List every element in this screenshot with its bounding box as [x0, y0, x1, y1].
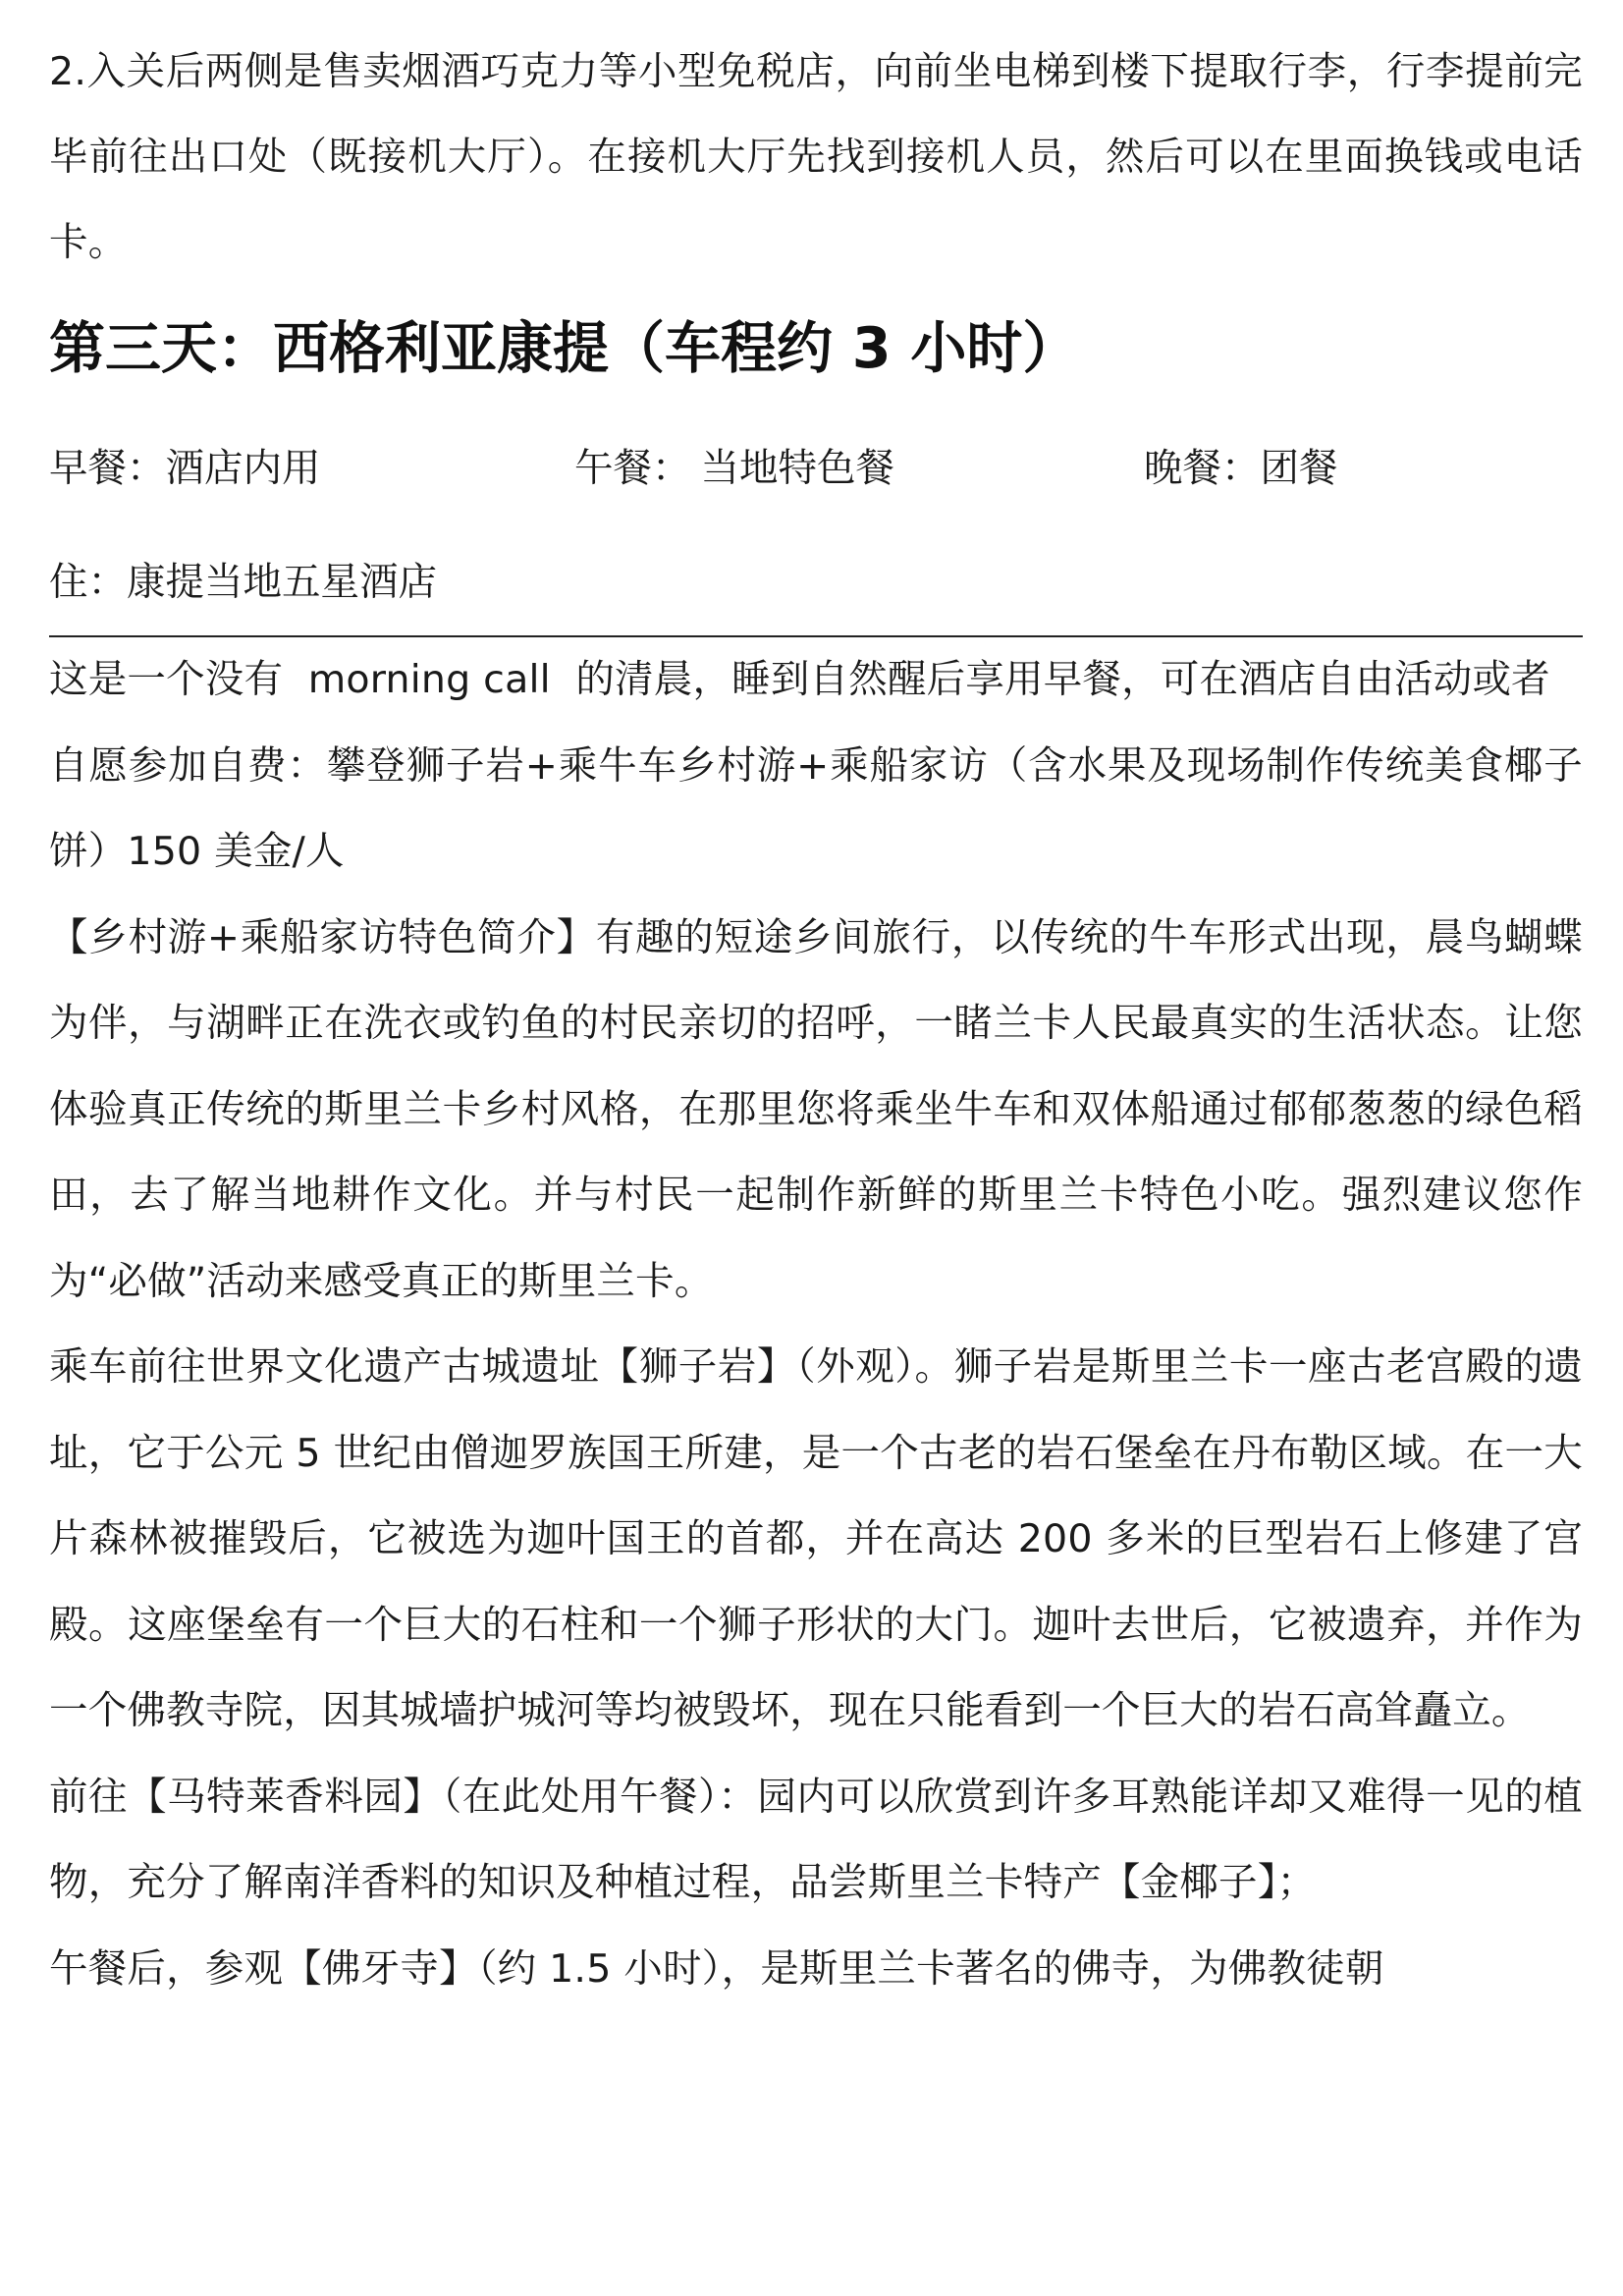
lunch-info	[574, 439, 894, 498]
dinner-value: 团餐	[1260, 446, 1338, 491]
breakfast-value: 酒店内用	[165, 446, 321, 491]
meals-row	[49, 439, 1583, 498]
hotel-label: 住：	[49, 560, 127, 605]
dinner-info	[1144, 439, 1338, 498]
body-paragraph-spice-garden: 前往【马特莱香料园】（在此处用午餐）：园内可以欣赏到许多耳熟能详却又难得一见的植物，充分了解南洋香料的知识及种植过程，品尝斯里兰卡特产【金椰子】；	[49, 1774, 1583, 1905]
hotel-info	[49, 553, 1583, 612]
body-paragraph-optional-tour: 自愿参加自费：攀登狮子岩+乘牛车乡村游+乘船家访（含水果及现场制作传统美食椰子饼）150 美金/人	[49, 742, 1583, 874]
dinner-label: 晚餐：	[1144, 446, 1261, 491]
hotel-value: 康提当地五星酒店	[127, 560, 437, 605]
lunch-value: 当地特色餐	[700, 446, 894, 491]
breakfast-label: 早餐：	[49, 446, 166, 491]
body-paragraph-tooth-temple: 午餐后，参观【佛牙寺】（约 1.5 小时），是斯里兰卡著名的佛寺，为佛教徒朝	[49, 1945, 1384, 1992]
itinerary-body	[49, 637, 1583, 2012]
document-page	[49, 0, 1583, 2012]
day-title: 第三天：西格利亚康提（车程约 3 小时）	[49, 316, 1079, 381]
intro-paragraph: 2.入关后两侧是售卖烟酒巧克力等小型免税店，向前坐电梯到楼下提取行李，行李提前完毕前往出口处（既接机大厅）。在接机大厅先找到接机人员，然后可以在里面换钱或电话卡。	[49, 49, 1583, 265]
body-paragraph-morning: 这是一个没有 morning call 的清晨，睡到自然醒后享用早餐，可在酒店自由活动或者	[49, 657, 1550, 702]
body-paragraph-sigiriya: 乘车前往世界文化遗产古城遗址【狮子岩】（外观）。狮子岩是斯里兰卡一座古老宫殿的遗址，它于公元 5 世纪由僧迦罗族国王所建，是一个古老的岩石堡垒在丹布勒区域。在一大片森林被摧毁后，它被选为迦叶国王的首都，并在高达 200 多米的巨型岩石上修建了宫殿。这座堡垒有一个巨大的石柱和一个狮子形状的大门。迦叶去世后，它被遗弃，并作为一个佛教寺院，因其城墙护城河等均被毁坏，现在只能看到一个巨大的岩石高耸矗立。	[49, 1344, 1583, 1733]
lunch-label: 午餐：	[574, 446, 691, 491]
body-paragraph-village-tour: 【乡村游+乘船家访特色简介】有趣的短途乡间旅行，以传统的牛车形式出现，晨鸟蝴蝶为伴，与湖畔正在洗衣或钓鱼的村民亲切的招呼，一睹兰卡人民最真实的生活状态。让您体验真正传统的斯里兰卡乡村风格，在那里您将乘坐牛车和双体船通过郁郁葱葱的绿色稻田，去了解当地耕作文化。并与村民一起制作新鲜的斯里兰卡特色小吃。强烈建议您作为“必做”活动来感受真正的斯里兰卡。	[49, 914, 1583, 1304]
breakfast-info	[49, 439, 321, 498]
